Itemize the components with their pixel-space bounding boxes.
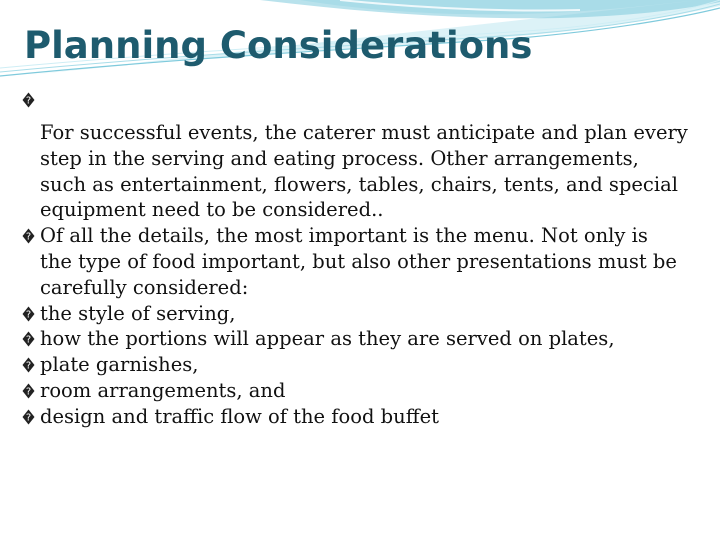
bullet-line: the type of food important, but also other presentations must be — [40, 249, 677, 273]
svg-text:?: ? — [25, 412, 32, 424]
replacement-character-icon — [22, 331, 35, 347]
bullet-line: equipment need to be considered.. — [40, 198, 384, 222]
svg-text:?: ? — [25, 309, 32, 321]
replacement-character-icon — [22, 357, 35, 373]
slide-title: Planning Considerations — [24, 24, 533, 67]
bullet-item — [22, 378, 712, 404]
svg-text:?: ? — [25, 360, 32, 372]
replacement-character-icon — [22, 409, 35, 425]
bullet-item — [22, 352, 712, 378]
bullet-item — [22, 326, 712, 352]
bullet-item — [22, 92, 712, 223]
bullet-line: Of all the details, the most important is the menu. Not only is — [40, 224, 648, 248]
bullet-item — [22, 223, 712, 300]
replacement-character-icon — [22, 306, 35, 322]
replacement-character-icon — [22, 383, 35, 399]
bullet-line: the style of serving, — [40, 301, 236, 325]
bullet-line: For successful events, the caterer must anticipate and plan every — [40, 121, 688, 144]
svg-text:?: ? — [25, 386, 32, 398]
bullet-line: step in the serving and eating process. Other arrangements, — [40, 146, 639, 170]
bullet-line: such as entertainment, flowers, tables, chairs, tents, and special — [40, 172, 678, 196]
bullet-line: plate garnishes, — [40, 353, 199, 377]
svg-text:?: ? — [25, 231, 32, 243]
replacement-character-icon — [22, 92, 35, 108]
bullet-item — [22, 301, 712, 327]
bullet-line: design and traffic flow of the food buffet — [40, 404, 439, 428]
bullet-line: carefully considered: — [40, 275, 249, 299]
bullet-line: room arrangements, and — [40, 378, 286, 402]
bullet-item — [22, 404, 712, 430]
svg-text:?: ? — [25, 95, 32, 107]
replacement-character-icon — [22, 228, 35, 244]
bullet-line: how the portions will appear as they are served on plates, — [40, 327, 615, 351]
svg-text:?: ? — [25, 334, 32, 346]
bullet-list — [22, 92, 712, 430]
